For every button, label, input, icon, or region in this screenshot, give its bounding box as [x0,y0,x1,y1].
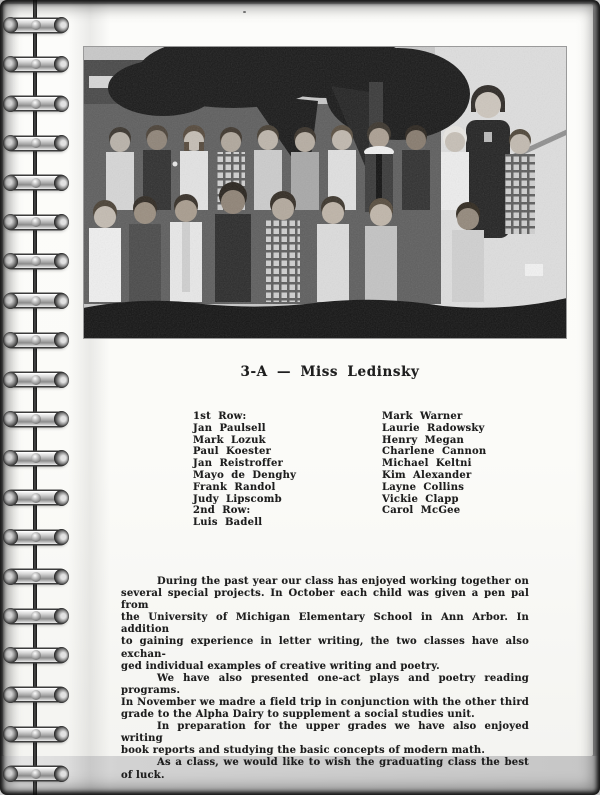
report-paragraph [121,673,529,721]
binding-ring [5,255,67,268]
ring-left-cap [3,450,18,466]
ring-left-cap [3,687,18,703]
ring-left-cap [3,253,18,269]
ring-right-cap [54,372,69,388]
binding-ring [5,452,67,465]
ring-left-cap [3,490,18,506]
ring-center [31,296,41,306]
binding-ring [5,216,67,229]
roster-name: Vickie Clapp [382,493,459,505]
binding-ring [5,294,67,307]
roster-row-label: 1st Row: [193,411,247,422]
ring-right-cap [54,687,69,703]
ring-center [31,414,41,424]
ring-right-cap [54,175,69,191]
report-line: of luck. [121,769,165,781]
report-line: In November we madre a field trip in conjunction with the other third [121,696,529,708]
roster-name: Frank Randol [193,481,276,493]
report-line: grade to the Alpha Dairy to supplement a social studies unit. [121,709,475,721]
roster-name: Layne Collins [382,481,465,493]
ring-right-cap [54,490,69,506]
binding-ring [5,728,67,741]
ring-center [31,769,41,779]
ring-center [31,138,41,148]
binding-ring [5,649,67,662]
ring-right-cap [54,647,69,663]
ring-center [31,453,41,463]
roster-name: Paul Koester [193,446,272,458]
ring-center [31,572,41,582]
binding-rod [33,0,37,795]
roster-name: Charlene Cannon [382,446,487,458]
binding-ring [5,58,67,71]
binding-ring [5,491,67,504]
ring-right-cap [54,214,69,230]
ring-left-cap [3,175,18,191]
ring-center [31,532,41,542]
roster-name: Michael Keltni [382,458,472,470]
binding-ring [5,334,67,347]
ring-right-cap [54,411,69,427]
ring-center [31,493,41,503]
ring-center [31,178,41,188]
ring-center [31,256,41,266]
class-report [121,576,529,782]
roster-name: Mark Warner [382,411,463,422]
ring-left-cap [3,56,18,72]
binding-ring [5,570,67,583]
ring-center [31,335,41,345]
binding-ring [5,137,67,150]
report-line: to gaining experience in letter writing, the two classes have also exchan- [121,636,529,660]
class-title: 3-A — Miss Ledinsky [240,364,420,380]
ring-right-cap [54,293,69,309]
report-paragraph [121,576,529,673]
binding-ring [5,97,67,110]
ring-right-cap [54,766,69,782]
roster-name: Mayo de Denghy [193,469,297,481]
roster-name: Carol McGee [382,505,461,517]
roster-row-label: 2nd Row: [193,505,251,517]
ring-left-cap [3,17,18,33]
ring-center [31,375,41,385]
ring-left-cap [3,647,18,663]
binding-ring [5,19,67,32]
roster-right-column [382,411,486,517]
report-line: book reports and studying the basic concepts of modern math. [121,745,486,757]
ring-left-cap [3,529,18,545]
ring-right-cap [54,17,69,33]
roster-name: Jan Reistroffer [193,458,284,470]
report-paragraph [121,721,529,757]
roster-name: Kim Alexander [382,469,472,481]
roster-name: Mark Lozuk [193,434,266,446]
ring-right-cap [54,96,69,112]
ring-left-cap [3,332,18,348]
ring-left-cap [3,569,18,585]
ring-right-cap [54,450,69,466]
roster-name: Laurie Radowsky [382,422,485,434]
ring-center [31,59,41,69]
class-photo [83,46,567,339]
binding-ring [5,610,67,623]
ring-right-cap [54,529,69,545]
binding-ring [5,373,67,386]
ring-right-cap [54,332,69,348]
ring-center [31,611,41,621]
ring-right-cap [54,135,69,151]
binding-ring [5,176,67,189]
ring-center [31,217,41,227]
report-line: several special projects. In October each child was given a pen pal from [121,588,529,612]
ring-right-cap [54,56,69,72]
ring-left-cap [3,293,18,309]
report-paragraph [121,757,529,781]
scan-speck [243,11,246,13]
ring-center [31,99,41,109]
ring-left-cap [3,411,18,427]
ring-right-cap [54,253,69,269]
roster-name: Luis Badell [193,517,263,529]
ring-center [31,650,41,660]
ring-center [31,690,41,700]
report-line: As a class, we would like to wish the graduating class the best [157,757,529,769]
ring-center [31,729,41,739]
ring-right-cap [54,726,69,742]
ring-right-cap [54,569,69,585]
ring-left-cap [3,608,18,624]
report-line: We have also presented one-act plays and poetry reading programs. [121,672,529,696]
roster-name: Judy Lipscomb [193,493,282,505]
binding-ring [5,767,67,780]
roster-name: Jan Paulsell [193,422,266,434]
report-line: the University of Michigan Elementary School in Ann Arbor. In addition [121,612,529,636]
report-line: In preparation for the upper grades we have also enjoyed writing [121,721,529,745]
ring-left-cap [3,96,18,112]
roster-left-column [193,411,296,529]
ring-center [31,20,41,30]
report-line: ged individual examples of creative writing and poetry. [121,660,440,672]
binding-ring [5,688,67,701]
ring-left-cap [3,372,18,388]
ring-left-cap [3,726,18,742]
binding-ring [5,413,67,426]
roster-name: Henry Megan [382,434,465,446]
ring-left-cap [3,135,18,151]
ring-left-cap [3,766,18,782]
binding-ring [5,531,67,544]
report-line: During the past year our class has enjoyed working together on [157,576,529,587]
ring-right-cap [54,608,69,624]
ring-left-cap [3,214,18,230]
